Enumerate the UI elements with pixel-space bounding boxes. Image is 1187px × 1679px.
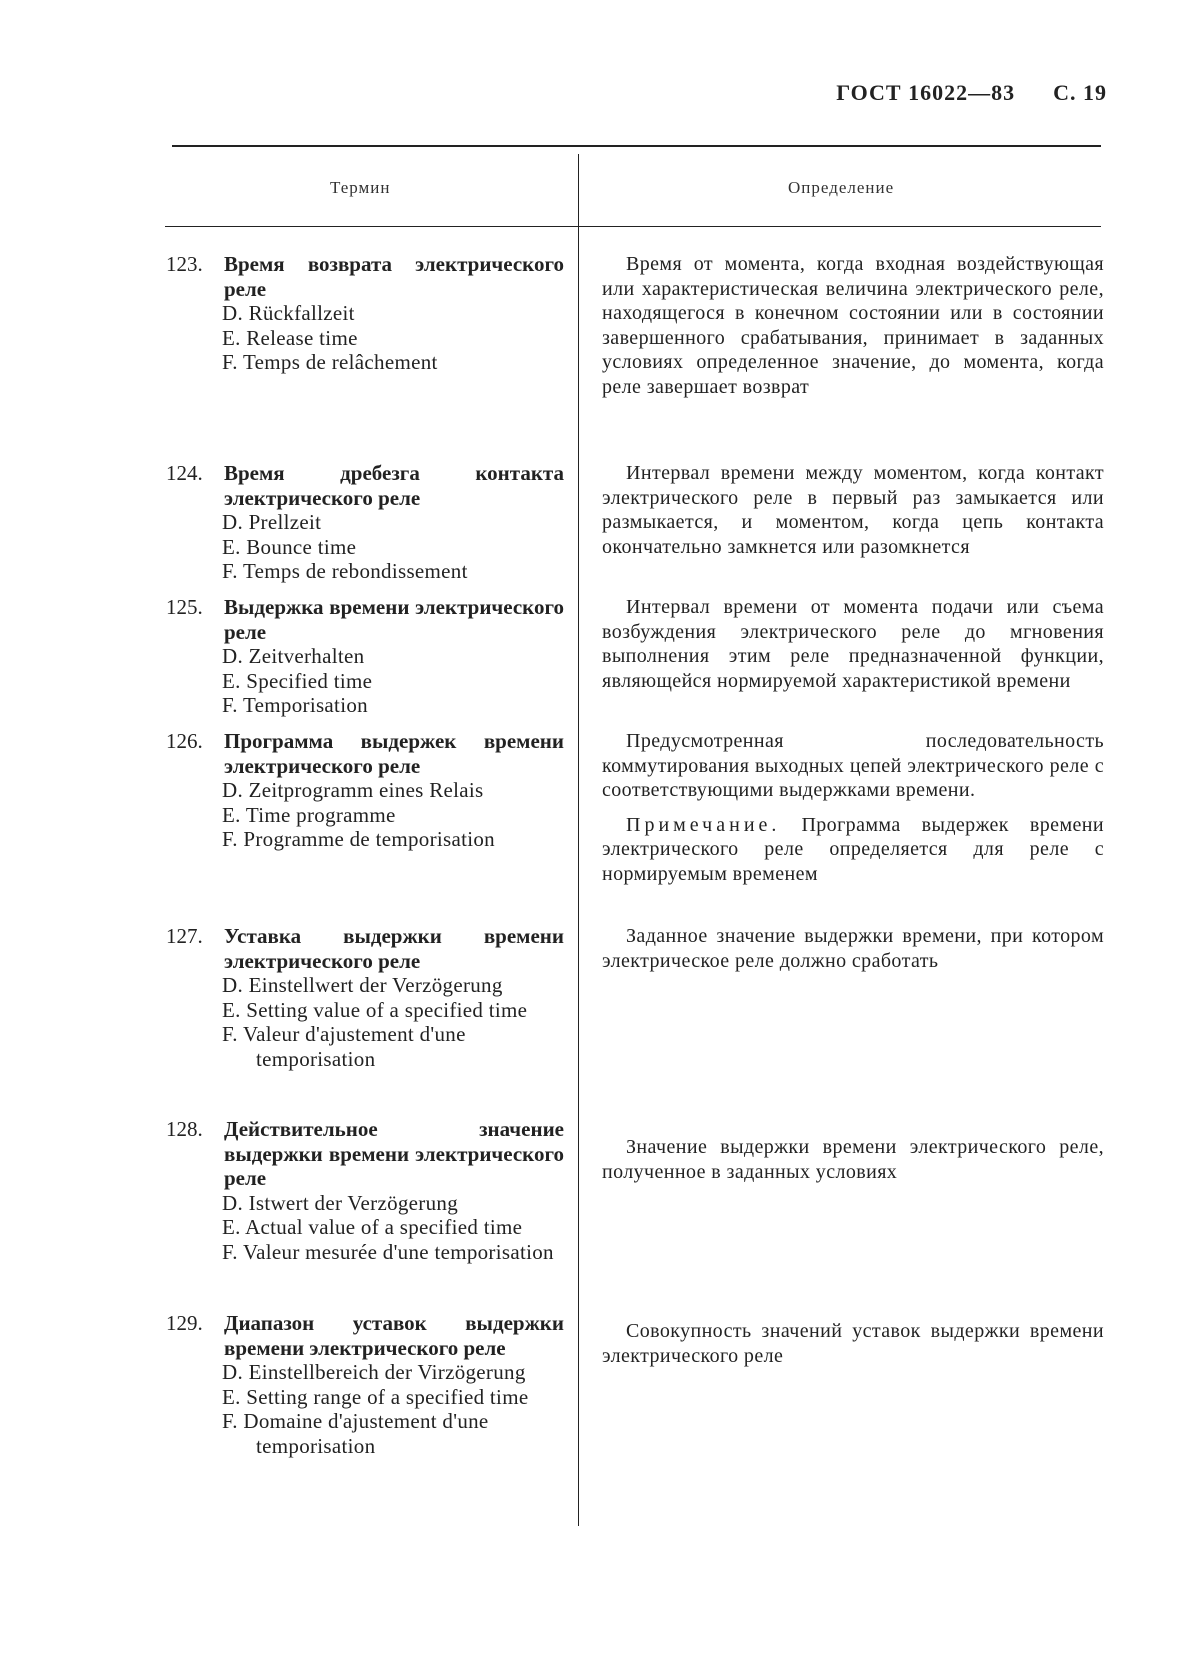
term-cell xyxy=(166,1311,564,1458)
term-number: 127. xyxy=(166,924,203,948)
term-title: Уставка выдержки времени электрического реле xyxy=(224,924,564,973)
definition-text: Предусмотренная последовательность коммутирования выходных цепей электрического реле с соответствующими выдержками времени. xyxy=(602,730,1104,801)
term-number: 125. xyxy=(166,595,203,619)
term-french: F. Temporisation xyxy=(222,693,368,717)
term-english: E. Setting range of a specified time xyxy=(222,1384,529,1409)
header-rule xyxy=(165,226,1101,227)
term-number: 129. xyxy=(166,1311,203,1335)
term-title: Действительное значение выдержки времени электрического реле xyxy=(224,1117,564,1190)
column-divider xyxy=(578,154,579,1526)
definition-cell xyxy=(602,461,1104,559)
term-number: 128. xyxy=(166,1117,203,1141)
term-number: 124. xyxy=(166,461,203,485)
term-german: D. Zeitverhalten xyxy=(222,644,365,668)
term-title: Время возврата электрического реле xyxy=(224,252,564,301)
definition-note xyxy=(602,813,1104,887)
term-german: D. Einstellwert der Verzögerung xyxy=(222,973,503,997)
term-english: E. Release time xyxy=(222,325,358,350)
definition-text: Интервал времени между моментом, когда контакт электрического реле в первый раз замыкается или размыкается, и моментом, когда цепь контакта окончательно замкнется или разомкнется xyxy=(602,462,1104,558)
standard-number: ГОСТ 16022—83 xyxy=(836,80,1016,105)
term-german: D. Zeitprogramm eines Relais xyxy=(222,778,484,802)
term-english: E. Specified time xyxy=(222,668,373,693)
term-title: Выдержка времени электрического реле xyxy=(224,595,564,644)
top-rule xyxy=(172,145,1101,147)
term-cell xyxy=(166,252,564,375)
term-english: E. Time programme xyxy=(222,802,396,827)
definition-text: Заданное значение выдержки времени, при котором электрическое реле должно сработать xyxy=(602,925,1104,972)
page-number: С. 19 xyxy=(1053,80,1107,105)
note-label: Примечание. xyxy=(626,813,781,836)
term-cell xyxy=(166,461,564,584)
term-german: D. Rückfallzeit xyxy=(222,301,355,325)
term-title: Время дребезга контакта электрического реле xyxy=(224,461,564,510)
definition-text: Интервал времени от момента подачи или съема возбуждения электрического реле до мгновения выполнения этим реле предназначенной функции, являющейся нормируемой характеристикой времени xyxy=(602,596,1104,692)
term-french: F. Valeur mesurée d'une temporisation xyxy=(222,1239,554,1264)
definition-cell xyxy=(602,1311,1104,1368)
definition-text: Значение выдержки времени электрического реле, полученное в заданных условиях xyxy=(602,1136,1104,1183)
definition-cell xyxy=(602,252,1104,399)
term-english: E. Setting value of a specified time xyxy=(222,997,528,1022)
term-cell xyxy=(166,595,564,718)
column-header-term: Термин xyxy=(330,178,391,197)
term-german: D. Einstellbereich der Virzögerung xyxy=(222,1360,526,1384)
column-header-definition: Определение xyxy=(788,178,895,197)
term-title: Диапазон уставок выдержки времени электрического реле xyxy=(224,1311,564,1360)
definition-text: Время от момента, когда входная воздействующая или характеристическая величина электрического реле, находящегося в конечном состоянии или в состоянии завершенного срабатывания, принимает в заданных условиях определенное значение, до момента, когда реле завершает возврат xyxy=(602,253,1104,398)
term-german: D. Prellzeit xyxy=(222,510,322,534)
definition-cell xyxy=(602,595,1104,693)
term-french: F. Valeur d'ajustement d'une temporisation xyxy=(222,1022,466,1071)
definition-cell xyxy=(602,1117,1104,1184)
definition-text: Совокупность значений уставок выдержки времени электрического реле xyxy=(602,1320,1104,1367)
page-header xyxy=(798,80,1107,106)
term-french: F. Domaine d'ajustement d'une temporisation xyxy=(222,1409,489,1458)
term-german: D. Istwert der Verzögerung xyxy=(222,1190,459,1215)
term-number: 126. xyxy=(166,729,203,753)
term-english: E. Actual value of a specified time xyxy=(222,1215,523,1239)
term-title: Программа выдержек времени электрического реле xyxy=(224,729,564,778)
definition-cell xyxy=(602,924,1104,973)
term-english: E. Bounce time xyxy=(222,534,357,559)
term-cell xyxy=(166,729,564,852)
term-french: F. Temps de rebondissement xyxy=(222,559,468,583)
term-number: 123. xyxy=(166,252,203,276)
term-cell xyxy=(166,1117,564,1264)
term-cell xyxy=(166,924,564,1071)
term-french: F. Temps de relâchement xyxy=(222,350,438,374)
note-text: Программа выдержек времени электрического реле определяется для реле с нормируемым временем xyxy=(602,813,1104,885)
definition-cell xyxy=(602,729,1104,886)
term-french: F. Programme de temporisation xyxy=(222,827,495,851)
